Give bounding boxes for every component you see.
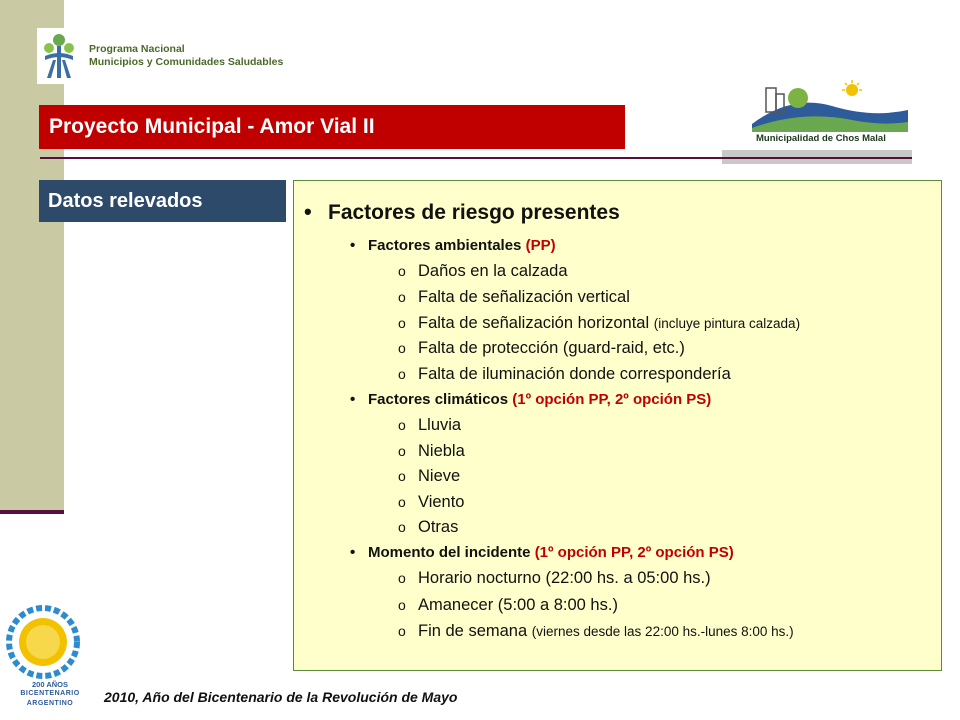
list-item (398, 596, 618, 615)
list-item (398, 365, 731, 384)
circle-bullet-icon: o (398, 340, 406, 356)
item-text: Daños en la calzada (418, 262, 568, 280)
bullet-icon: • (304, 199, 312, 224)
circle-bullet-icon: o (398, 494, 406, 510)
diamond-bullet-icon: • (350, 544, 356, 561)
group-tag: (1º opción PP, 2º opción PS) (512, 391, 712, 408)
diamond-bullet-icon: • (350, 237, 356, 254)
list-item (398, 262, 568, 281)
circle-bullet-icon: o (398, 289, 406, 305)
tree-people-icon (39, 30, 79, 82)
item-note: (viernes desde las 22:00 hs.-lunes 8:00 hs.) (531, 624, 794, 639)
group-label: Factores climáticos (368, 391, 509, 408)
item-text: Niebla (418, 442, 465, 460)
footer-text: 2010, Año del Bicentenario de la Revolución de Mayo (104, 689, 458, 705)
item-text: Amanecer (5:00 a 8:00 hs.) (418, 596, 618, 614)
bicentenario-line2: BICENTENARIO (20, 690, 80, 697)
municipalidad-name: Municipalidad de Chos Malal (756, 133, 886, 144)
group-label: Factores ambientales (368, 237, 522, 254)
list-item (398, 622, 794, 641)
item-text: Falta de señalización vertical (418, 288, 630, 306)
item-text: Lluvia (418, 416, 462, 434)
circle-bullet-icon: o (398, 519, 406, 535)
list-item (398, 288, 630, 307)
item-text: Falta de iluminación donde correspondería (418, 365, 731, 383)
circle-bullet-icon: o (398, 315, 406, 331)
circle-bullet-icon: o (398, 623, 406, 639)
circle-bullet-icon: o (398, 366, 406, 382)
list-item (398, 569, 711, 588)
group-tag: (PP) (525, 237, 556, 254)
section-label: Datos relevados (39, 180, 286, 222)
group-label: Momento del incidente (368, 544, 531, 561)
list-item (398, 467, 460, 486)
list-item (398, 416, 461, 435)
municipalidad-logo (752, 80, 910, 148)
item-text: Fin de semana (418, 622, 528, 640)
content-heading (304, 199, 620, 225)
circle-bullet-icon: o (398, 263, 406, 279)
title-underline (40, 157, 912, 159)
group-tag: (1º opción PP, 2º opción PS) (534, 544, 734, 561)
bicentenario-logo (0, 602, 100, 714)
circle-bullet-icon: o (398, 468, 406, 484)
programa-logo (37, 28, 299, 84)
programa-line1: Programa Nacional (89, 43, 185, 55)
list-item (398, 493, 465, 512)
diamond-bullet-icon: • (350, 391, 356, 408)
group-ambientales (350, 237, 556, 254)
item-text: Falta de protección (guard-raid, etc.) (418, 339, 685, 357)
bicentenario-line1: 200 AÑOS (32, 680, 68, 689)
list-item (398, 314, 800, 333)
list-item (398, 339, 685, 358)
heading-text: Factores de riesgo presentes (328, 201, 620, 224)
content-panel (293, 180, 942, 671)
group-climaticos (350, 391, 711, 408)
item-note: (incluye pintura calzada) (653, 316, 801, 331)
list-item (398, 442, 465, 461)
programa-line2: Municipios y Comunidades Saludables (89, 56, 284, 68)
bicentenario-line3: ARGENTINO (26, 700, 74, 707)
circle-bullet-icon: o (398, 597, 406, 613)
page-title: Proyecto Municipal - Amor Vial II (39, 105, 625, 149)
circle-bullet-icon: o (398, 417, 406, 433)
item-text: Nieve (418, 467, 461, 485)
item-text: Falta de señalización horizontal (418, 314, 650, 332)
sun-wreath-icon (0, 602, 100, 680)
item-text: Otras (418, 518, 459, 536)
circle-bullet-icon: o (398, 443, 406, 459)
item-text: Viento (418, 493, 465, 511)
left-decor-line (0, 510, 64, 514)
list-item (398, 518, 458, 537)
item-text: Horario nocturno (22:00 hs. a 05:00 hs.) (418, 569, 711, 587)
mountain-sun-icon (752, 80, 910, 134)
circle-bullet-icon: o (398, 570, 406, 586)
group-momento (350, 544, 734, 561)
